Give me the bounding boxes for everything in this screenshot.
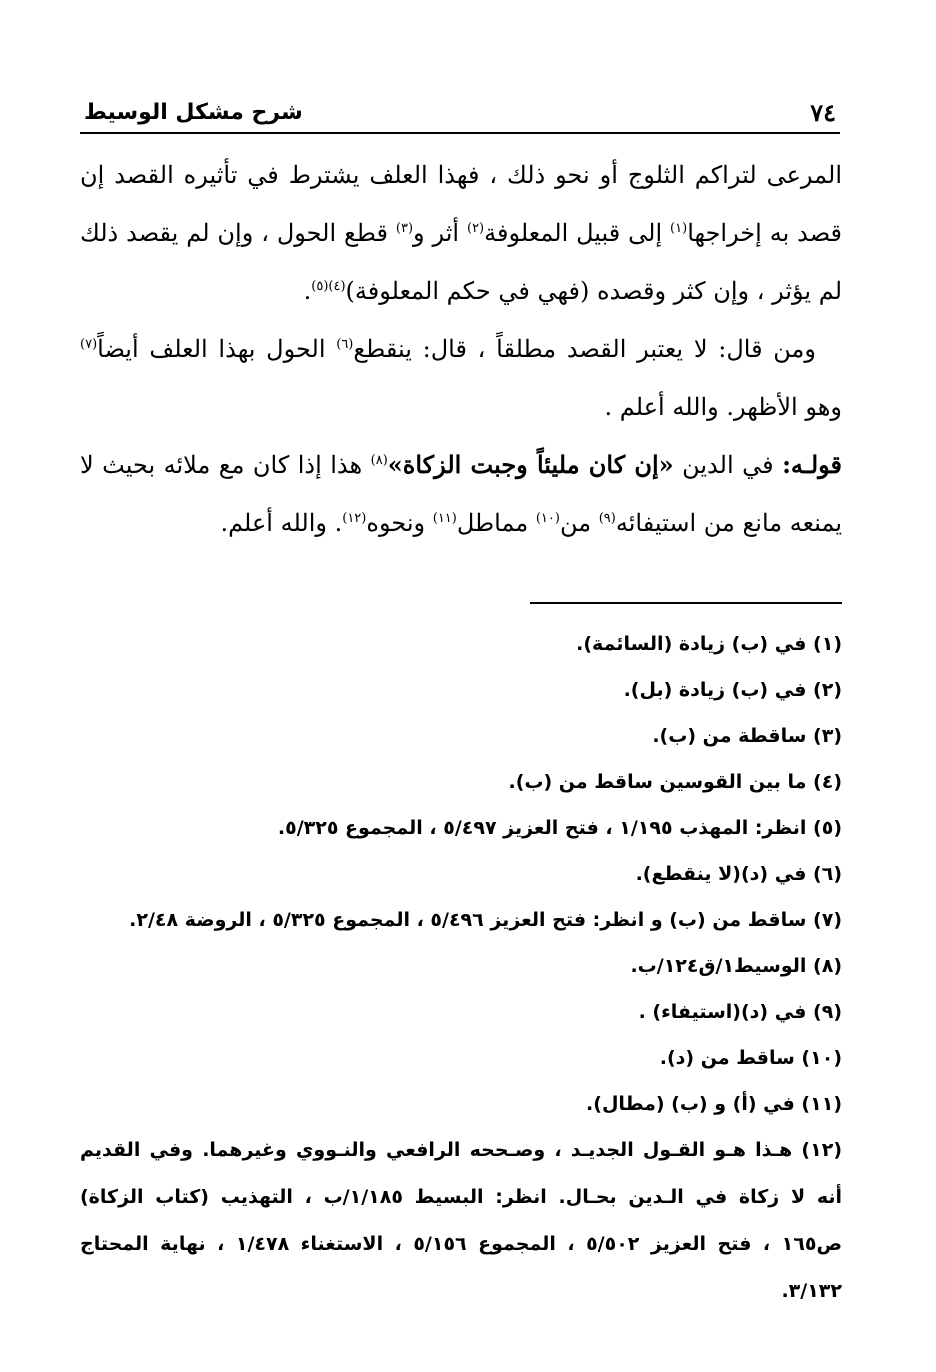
running-title: شرح مشكل الوسيط <box>84 100 303 125</box>
footnote-ref-9[interactable]: (٩) <box>598 511 616 526</box>
page-header <box>80 98 840 134</box>
footnote-12: (١٢) هـذا هـو القـول الجديـد ، وصـححه الرافعي والنـووي وغيرهما. وفي القديم أنه لا زكاة في الـدين بحـال. انظر: البسيط ١/١٨٥/ب ، التهذيب (كتاب الزكاة) ص١٦٥ ، فتح العزيز ٥/٥٠٢ ، المجموع ٥/١٥٦ ، الاستغناء ١/٤٧٨ ، نهاية المحتاج ٣/١٣٢. <box>80 1139 842 1302</box>
text-span: . <box>303 277 312 305</box>
footnote-ref-7[interactable]: (٧) <box>80 337 98 352</box>
text-span: ونحوه <box>366 509 433 537</box>
footnote-ref-11[interactable]: (١١) <box>432 511 457 526</box>
footnote-ref-4[interactable]: (٤) <box>328 279 346 294</box>
text-span: وهو الأظهر. والله أعلم . <box>604 393 842 421</box>
footnote-7: (٧) ساقط من (ب) و انظر: فتح العزيز ٥/٤٩٦ ، المجموع ٥/٣٢٥ ، الروضة ٢/٤٨. <box>129 909 842 931</box>
footnotes <box>80 621 842 1315</box>
text-span: من <box>559 509 599 537</box>
text-span: . والله أعلم. <box>220 509 343 537</box>
text-span: في الدين <box>673 451 783 479</box>
text-span: قطع الحول ، وإن لم يقصد ذلك لم يؤثر ، وإن كثر وقصده (فهي في حكم المعلوفة) <box>80 219 842 305</box>
footnote-ref-10[interactable]: (١٠) <box>535 511 560 526</box>
text-span: مماطل <box>456 509 536 537</box>
text-span: أثر و <box>413 219 467 247</box>
footnote-9: (٩) في (د)(استيفاء) . <box>638 1001 842 1023</box>
quoted-text: «إن كان مليئاً وجبت الزكاة» <box>387 450 674 479</box>
text-span: هذا إذا كان مع ملائه بحيث لا يمنعه مانع من استيفائه <box>80 451 842 537</box>
footnote-ref-3[interactable]: (٣) <box>395 221 414 236</box>
paragraph-1 <box>80 146 842 320</box>
paragraph-3 <box>80 436 842 552</box>
footnote-ref-5[interactable]: (٥) <box>311 279 329 294</box>
footnote-3: (٣) ساقطة من (ب). <box>652 725 842 747</box>
footnote-ref-8[interactable]: (٨) <box>370 453 388 468</box>
footnote-separator <box>530 602 842 604</box>
footnote-ref-6[interactable]: (٦) <box>336 337 354 352</box>
main-text <box>80 146 842 552</box>
footnote-8: (٨) الوسيط١/ق١٢٤/ب. <box>630 955 842 977</box>
footnote-ref-2[interactable]: (٢) <box>466 221 485 236</box>
lead-word: قولـه: <box>782 450 843 479</box>
footnote-10: (١٠) ساقط من (د). <box>659 1047 842 1069</box>
text-span: الحول بهذا العلف أيضاً <box>97 335 337 363</box>
footnote-5: (٥) انظر: المهذب ١/١٩٥ ، فتح العزيز ٥/٤٩٧ ، المجموع ٥/٣٢٥. <box>277 817 842 839</box>
footnote-4: (٤) ما بين القوسين ساقط من (ب). <box>508 771 842 793</box>
footnote-2: (٢) في (ب) زيادة (بل). <box>623 679 842 701</box>
footnote-6: (٦) في (د)(لا ينقطع). <box>635 863 842 885</box>
text-span: المرعى لتراكم الثلوج أو نحو ذلك ، فهذا العلف يشترط في تأثيره القصد إن قصد به إخراجها <box>80 161 843 247</box>
footnote-ref-1[interactable]: (١) <box>670 221 688 236</box>
footnote-ref-12[interactable]: (١٢) <box>342 511 367 526</box>
footnote-11: (١١) في (أ) و (ب) (مطال). <box>586 1093 842 1115</box>
paragraph-2 <box>80 320 842 436</box>
footnote-1: (١) في (ب) زيادة (السائمة). <box>576 633 842 655</box>
page-number: ٧٤ <box>810 98 836 127</box>
text-span: إلى قبيل المعلوفة <box>484 219 671 247</box>
text-span: ومن قال: لا يعتبر القصد مطلقاً ، قال: ينقطع <box>353 335 817 363</box>
